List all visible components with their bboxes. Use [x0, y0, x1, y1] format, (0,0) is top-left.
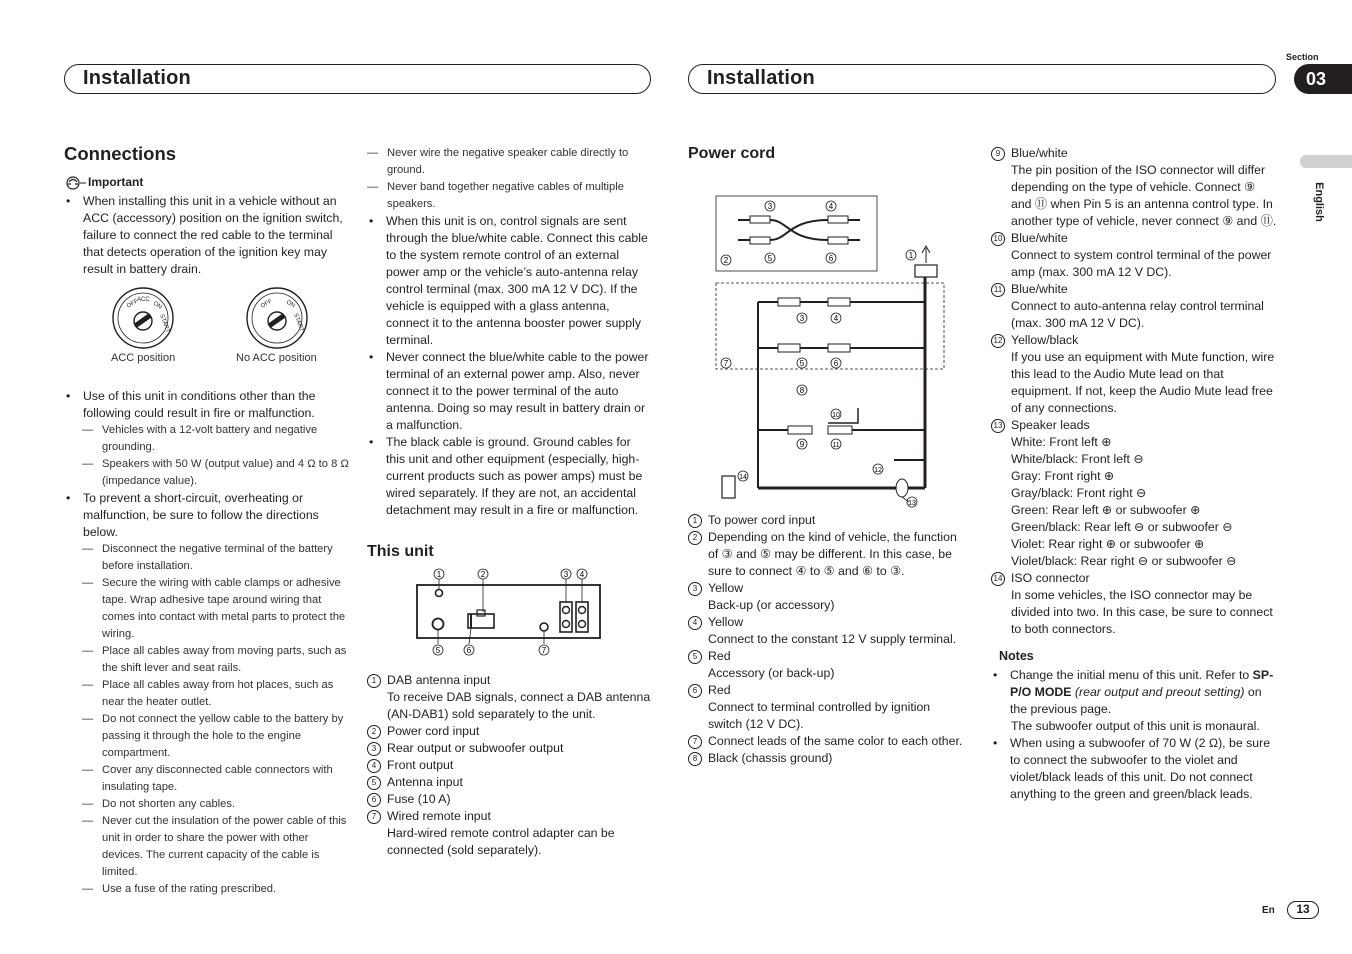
- speaker-lead-line: White/black: Front left ⊖: [1011, 452, 1144, 466]
- svg-text:5: 5: [799, 359, 805, 368]
- speaker-lead-line: White: Front left ⊕: [1011, 435, 1112, 449]
- unit-item: 1 DAB antenna input: [367, 672, 652, 689]
- unit-item: 3 Rear output or subwoofer output: [367, 740, 652, 757]
- column-2: [367, 145, 652, 859]
- acc-position-caption: ACC position: [111, 352, 176, 364]
- svg-text:13: 13: [908, 500, 916, 507]
- unit-item: 4 Front output: [367, 757, 652, 774]
- iso-connector-item: 14 ISO connector: [991, 570, 1278, 587]
- connections-bullet-3: • To prevent a short-circuit, overheating or malfunction, be sure to follow the directions below.: [64, 490, 350, 541]
- svg-text:9: 9: [799, 440, 805, 449]
- svg-text:6: 6: [466, 646, 472, 655]
- power-cord-item: 2 Depending on the kind of vehicle, the function of ③ and ⑤ may be different. In this case, be sure to connect ④ to ⑤ and ⑥ to ③.: [688, 529, 963, 580]
- power-cord-item-desc: Back-up (or accessory): [708, 598, 835, 612]
- power-cord-item: 4 Yellow: [688, 614, 963, 631]
- power-cord-item: 8 Black (chassis ground): [688, 750, 963, 767]
- svg-text:11: 11: [832, 442, 840, 449]
- lead-item: 9 Blue/white: [991, 145, 1278, 162]
- left-header-bar: [64, 64, 651, 94]
- svg-text:START: START: [292, 312, 305, 333]
- important-label: Important: [88, 175, 144, 189]
- connections-column: [64, 145, 350, 898]
- speaker-lead-line: Violet: Rear right ⊕ or subwoofer ⊕: [1011, 537, 1205, 551]
- unit-item: 7 Wired remote input: [367, 808, 652, 825]
- power-cord-item-desc: Connect to terminal controlled by ignition switch (12 V DC).: [708, 700, 931, 731]
- power-cord-item: 7 Connect leads of the same color to each other.: [688, 733, 963, 750]
- note-2: • When using a subwoofer of 70 W (2 Ω), be sure to connect the subwoofer to the violet and violet/black leads of this unit. Do not connect anything to the green and green/black leads.: [991, 735, 1278, 803]
- column-4: [991, 145, 1278, 803]
- sp-po-mode-term: SP-P/O MODE: [1010, 668, 1274, 699]
- svg-text:14: 14: [739, 474, 747, 481]
- lead-item-desc: If you use an equipment with Mute function, wire this lead to the Audio Mute lead on that equipment. If not, keep the Audio Mute lead free of any connections.: [1011, 350, 1275, 415]
- svg-text:3: 3: [799, 314, 805, 323]
- lead-item: 11 Blue/white: [991, 281, 1278, 298]
- speaker-lead-line: Gray: Front right ⊕: [1011, 469, 1115, 483]
- important-icon: [64, 176, 88, 190]
- connections-bullet-2: • Use of this unit in conditions other than the following could result in fire or malfunction.: [64, 388, 350, 422]
- speaker-lead-line: Violet/black: Rear right ⊖ or subwoofer ⊖: [1011, 554, 1237, 568]
- this-unit-diagram: [367, 566, 652, 666]
- svg-text:1: 1: [908, 251, 914, 260]
- svg-text:ON: ON: [151, 300, 163, 311]
- svg-text:1: 1: [436, 570, 442, 579]
- connections-bullet-3-sub: — Do not connect the yellow cable to the battery by passing it through the hole to the engine compartment.: [64, 711, 350, 762]
- iso-connector-desc: In some vehicles, the ISO connector may be divided into two. In this case, be sure to connect to both connectors.: [1011, 588, 1273, 636]
- footer-language: En: [1262, 905, 1275, 916]
- svg-text:10: 10: [832, 412, 840, 419]
- col2-dash-2: — Never band together negative cables of multiple speakers.: [367, 179, 652, 213]
- svg-text:OFF: OFF: [260, 298, 274, 310]
- speaker-lead-line: Green: Rear left ⊕ or subwoofer ⊕: [1011, 503, 1201, 517]
- svg-text:12: 12: [874, 467, 882, 474]
- connections-bullet-3-sub: — Disconnect the negative terminal of the battery before installation.: [64, 541, 350, 575]
- svg-text:7: 7: [723, 359, 729, 368]
- connections-bullet-1: • When installing this unit in a vehicle without an ACC (accessory) position on the ignition switch, failure to connect the red cable to the terminal that detects operation of the ignition key may result in battery drain.: [64, 193, 350, 278]
- col2-bullet-2: • Never connect the blue/white cable to the power terminal of an external power amp. Also, never connect it to the power terminal of the auto antenna. Doing so may result in battery drain or a malfunction.: [367, 349, 652, 434]
- svg-text:4: 4: [833, 314, 839, 323]
- language-tab: [1300, 155, 1352, 168]
- connections-bullet-3-sub: — Place all cables away from moving parts, such as the shift lever and seat rails.: [64, 643, 350, 677]
- unit-item-desc: To receive DAB signals, connect a DAB antenna (AN-DAB1) sold separately to the unit.: [387, 690, 651, 721]
- power-cord-item: 6 Red: [688, 682, 963, 699]
- note-1: • Change the initial menu of this unit. Refer to SP-P/O MODE (rear output and preout setting) on the previous page.: [991, 667, 1278, 718]
- unit-item-desc: Hard-wired remote control adapter can be connected (sold separately).: [387, 826, 615, 857]
- connections-bullet-3-sub: — Cover any disconnected cable connectors with insulating tape.: [64, 762, 350, 796]
- svg-text:ACC: ACC: [137, 297, 150, 303]
- connections-bullet-2-sub-2: — Speakers with 50 W (output value) and 4 Ω to 8 Ω (impedance value).: [64, 456, 350, 490]
- notes-title: Notes: [999, 649, 1034, 663]
- svg-text:3: 3: [563, 570, 569, 579]
- power-cord-item: 3 Yellow: [688, 580, 963, 597]
- power-cord-item-desc: Accessory (or back-up): [708, 666, 835, 680]
- unit-item: 2 Power cord input: [367, 723, 652, 740]
- connections-bullet-3-sub: — Do not shorten any cables.: [64, 796, 350, 813]
- col2-bullet-3: • The black cable is ground. Ground cables for this unit and other equipment (especially, high-current products such as power amps) must be wired separately. If they are not, an accidental detachment may result in a fire or malfunction.: [367, 434, 652, 519]
- power-cord-item-desc: Connect to the constant 12 V supply terminal.: [708, 632, 957, 646]
- language-label: English: [1312, 182, 1325, 222]
- lead-item: 12 Yellow/black: [991, 332, 1278, 349]
- power-cord-column: [688, 145, 963, 767]
- svg-text:2: 2: [480, 570, 486, 579]
- lead-item-desc: Connect to system control terminal of the power amp (max. 300 mA 12 V DC).: [1011, 248, 1272, 279]
- svg-text:5: 5: [435, 646, 441, 655]
- unit-item: 6 Fuse (10 A): [367, 791, 652, 808]
- unit-item: 5 Antenna input: [367, 774, 652, 791]
- right-header-bar: [688, 64, 1276, 94]
- svg-text:ON: ON: [285, 299, 296, 310]
- col2-bullet-1: • When this unit is on, control signals are sent through the blue/white cable. Connect this cable to the system remote control of an external power amp or the vehicle’s auto-antenna relay control terminal (max. 300 mA 12 V DC). If the vehicle is equipped with a glass antenna, connect it to the antenna booster power supply terminal.: [367, 213, 652, 349]
- speaker-lead-line: Green/black: Rear left ⊖ or subwoofer ⊖: [1011, 520, 1233, 534]
- connections-bullet-3-sub: — Place all cables away from hot places, such as near the heater outlet.: [64, 677, 350, 711]
- this-unit-title: This unit: [367, 543, 434, 560]
- power-cord-item: 5 Red: [688, 648, 963, 665]
- svg-text:2: 2: [723, 256, 729, 265]
- left-header-title: Installation: [83, 67, 191, 89]
- svg-text:4: 4: [579, 570, 585, 579]
- lead-item: 10 Blue/white: [991, 230, 1278, 247]
- speaker-leads-item: 13 Speaker leads: [991, 417, 1278, 434]
- svg-text:6: 6: [833, 359, 839, 368]
- page-number: 13: [1287, 901, 1319, 919]
- section-number: 03: [1294, 64, 1352, 94]
- connections-bullet-3-sub: — Secure the wiring with cable clamps or adhesive tape. Wrap adhesive tape around wiring that comes into contact with metal parts to protect the wiring.: [64, 575, 350, 643]
- connections-bullet-3-sub: — Never cut the insulation of the power cable of this unit in order to share the power with other devices. The current capacity of the cable is limited.: [64, 813, 350, 881]
- ignition-figure: [64, 288, 350, 388]
- section-label: Section: [1286, 52, 1319, 62]
- svg-text:3: 3: [767, 202, 773, 211]
- lead-item-desc: Connect to auto-antenna relay control terminal (max. 300 mA 12 V DC).: [1011, 299, 1264, 330]
- power-cord-title: Power cord: [688, 145, 776, 162]
- important-heading: [64, 174, 350, 191]
- svg-text:5: 5: [767, 254, 773, 263]
- lead-item-desc: The pin position of the ISO connector will differ depending on the type of vehicle. Connect ⑨ and ⑪ when Pin 5 is an antenna control type. In another type of vehicle, never connect ⑨ and ⑪.: [1011, 163, 1277, 228]
- unit-items-list: [367, 672, 652, 859]
- connections-bullet-3-sub: — Use a fuse of the rating prescribed.: [64, 881, 350, 898]
- connections-bullet-2-sub-1: — Vehicles with a 12-volt battery and negative grounding.: [64, 422, 350, 456]
- svg-text:8: 8: [799, 386, 805, 395]
- svg-text:6: 6: [828, 254, 834, 263]
- speaker-lead-line: Gray/black: Front right ⊖: [1011, 486, 1147, 500]
- right-header-title: Installation: [707, 67, 815, 89]
- power-cord-diagram: [688, 168, 963, 507]
- svg-text:START: START: [158, 313, 171, 334]
- svg-text:OFF: OFF: [126, 298, 140, 310]
- connections-title: Connections: [64, 143, 177, 164]
- note-1-continued: The subwoofer output of this unit is monaural.: [1011, 719, 1260, 733]
- no-acc-position-caption: No ACC position: [236, 352, 317, 364]
- svg-text:7: 7: [541, 646, 547, 655]
- svg-text:4: 4: [828, 202, 834, 211]
- col2-dash-1: — Never wire the negative speaker cable directly to ground.: [367, 145, 652, 179]
- power-cord-item: 1 To power cord input: [688, 512, 963, 529]
- power-cord-items: [688, 512, 963, 767]
